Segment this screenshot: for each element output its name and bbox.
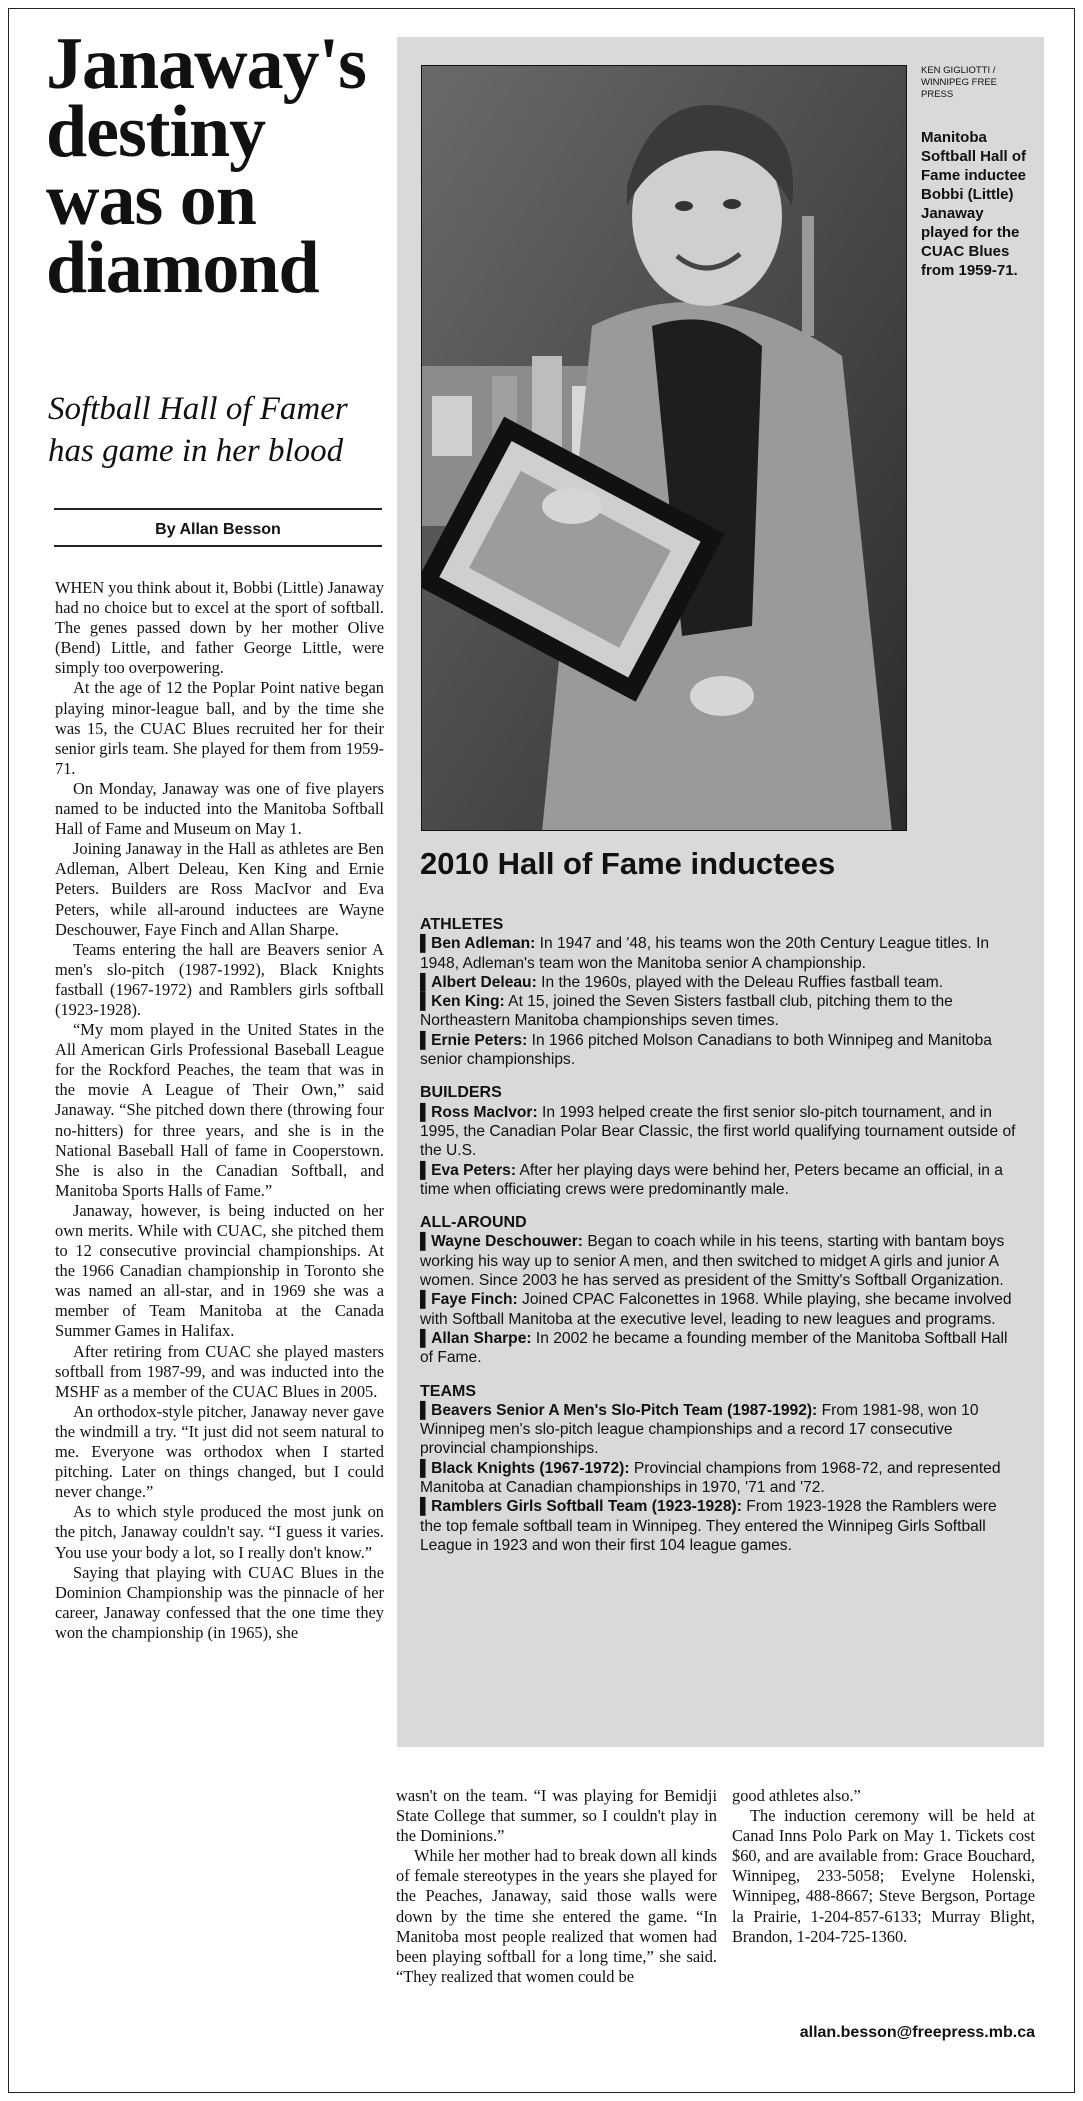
inductee-name: Faye Finch: [431,1291,518,1309]
inductee-text: In 1966 pitched Molson Canadians to both Winnipeg and Manitoba senior championships. [420,1031,992,1069]
inductee-entry: ▌Ken King: At 15, joined the Seven Sisters fastball club, pitching them to the Northeastern Manitoba championships seven times. [420,993,953,1030]
headline: Janaway's destiny was on diamond [46,23,366,309]
paragraph: As to which style produced the most junk on the pitch, Janaway couldn't say. “I guess it varies. You use your body a lot, so I really don't know.” [55,1502,384,1562]
inductee-text: After her playing days were behind her, Peters became an official, in a time when officiating crews were predominantly male. [420,1161,1003,1198]
paragraph: While her mother had to break down all kinds of female stereotypes in the years she played for the Peaches, Janaway, said those walls were down by the time she entered the game. “In Manitoba most people realized that women had been playing softball for a long time,” she said. “They realized that women could be [396,1846,717,1986]
paragraph: On Monday, Janaway was one of five players named to be inducted into the Manitoba Softball Hall of Fame and Museum on May 1. [55,778,384,839]
article-column-right [732,1786,1035,2026]
article-column-left [55,578,384,2078]
paragraph: WHEN you think about it, Bobbi (Little) Janaway had no choice but to excel at the sport of softball. The genes passed down by her mother Olive (Bend) Little, and father George Little, were simply too overpowering. [55,578,384,678]
inductee-entry: ▌Black Knights (1967-1972): Provincial champions from 1968-72, and represented Manitoba at Canadian championships in 1970, '71 and '72. [420,1459,1001,1497]
paragraph: wasn't on the team. “I was playing for Bemidji State College that summer, so I couldn't play in the Dominions.” [396,1786,717,1846]
sidebar-body [420,915,1020,1555]
inductee-text: From 1981-98, won 10 Winnipeg men's slo-pitch league championships and a record 17 consecutive provincial championships. [420,1401,979,1458]
inductee-entry: ▌Wayne Deschouwer: Began to coach while in his teens, starting with bantam boys working his way up to senior A men, and then switched to midget A girls and junior A women. Since 2003 he has served as president of the Smitty's Softball Organization. [420,1233,1005,1290]
inductee-name: Ernie Peters: [431,1031,528,1049]
photo-image [422,66,907,831]
inductee-text: Began to coach while in his teens, starting with bantam boys working his way up to senior A men, and then switched to midget A girls and junior A women. Since 2003 he has served as president of the Smitty's Softball Organization. [420,1233,1005,1290]
inductee-name: Ken King: [431,993,505,1011]
sidebar-title: 2010 Hall of Fame inductees [420,846,836,881]
paragraph: Joining Janaway in the Hall as athletes are Ben Adleman, Albert Deleau, Ken King and Ernie Peters. Builders are Ross MacIvor and Eva Peters, while all-around inductees are Wayne Deschouwer, Faye Finch and Allan Sharpe. [55,839,384,939]
inductee-name: Allan Sharpe: [431,1329,532,1347]
paragraph: An orthodox-style pitcher, Janaway never gave the windmill a try. “It just did not seem natural to me. Everyone was orthodox when I started pitching. Later on things changed, but I could never change.” [55,1401,384,1502]
paragraph: Janaway, however, is being inducted on her own merits. While with CUAC, she pitched them to 12 consecutive provincial championships. At the 1966 Canadian championship in Toronto she was named an all-star, and in 1969 she was a member of Team Manitoba at the Canada Summer Games in Halifax. [55,1200,384,1341]
inductee-text: Joined CPAC Falconettes in 1968. While playing, she became involved with Softball Manitoba at the executive level, leading to new leagues and programs. [420,1291,1012,1328]
byline: By Allan Besson [155,521,281,538]
article-column-middle [396,1786,717,2066]
author-email[interactable]: allan.besson@freepress.mb.ca [799,2024,1035,2041]
inductee-entry: ▌Eva Peters: After her playing days were behind her, Peters became an official, in a time when officiating crews were predominantly male. [420,1161,1003,1198]
paragraph: Teams entering the hall are Beavers senior A men's slo-pitch (1987-1992), Black Knights fastball (1967-1972) and Ramblers girls softball (1923-1928). [55,939,384,1019]
inductee-entry: ▌Ramblers Girls Softball Team (1923-1928): From 1923-1928 the Ramblers were the top female softball team in Winnipeg. They entered the Winnipeg Girls Softball League in 1923 and won their first 104 league games. [420,1498,997,1554]
inductee-text: In 1947 and '48, his teams won the 20th Century League titles. In 1948, Adleman's team won the Manitoba senior A championship. [420,935,990,972]
paragraph: Saying that playing with CUAC Blues in the Dominion Championship was the pinnacle of her career, Janaway confessed that the one time they won the championship (in 1965), she [55,1562,384,1642]
inductee-text: In 2002 he became a founding member of the Manitoba Softball Hall of Fame. [420,1329,1008,1367]
inductee-text: Provincial champions from 1968-72, and represented Manitoba at Canadian championships in 1970, '71 and '72. [420,1459,1001,1497]
inductee-entry: ▌Ross MacIvor: In 1993 helped create the first senior slo-pitch tournament, and in 1995, the Canadian Polar Bear Classic, the first world qualifying tournament outside of the U.S. [420,1103,1016,1160]
inductee-name: Wayne Deschouwer: [431,1233,583,1251]
byline-rule-bottom [54,545,382,547]
inductee-name: Beavers Senior A Men's Slo-Pitch Team (1987-1992): [431,1401,818,1419]
inductee-entry: ▌Faye Finch: Joined CPAC Falconettes in 1968. While playing, she became involved with Softball Manitoba at the executive level, leading to new leagues and programs. [420,1291,1012,1328]
inductee-name: Eva Peters: [431,1161,517,1179]
inductee-entry: ▌Ernie Peters: In 1966 pitched Molson Canadians to both Winnipeg and Manitoba senior championships. [420,1031,992,1069]
inductee-text: From 1923-1928 the Ramblers were the top female softball team in Winnipeg. They entered the Winnipeg Girls Softball League in 1923 and won their first 104 league games. [420,1498,997,1554]
paragraph: good athletes also.” [732,1786,861,1805]
inductee-name: Ramblers Girls Softball Team (1923-1928): [431,1498,742,1516]
section-heading-teams: TEAMS [420,1382,476,1400]
byline-rule-top [54,508,382,510]
photo-credit: KEN GIGLIOTTI / WINNIPEG FREE PRESS [921,65,998,100]
portrait-photo [421,65,907,831]
inductee-text: In the 1960s, played with the Deleau Ruffies fastball team. [536,973,944,991]
inductee-name: Black Knights (1967-1972): [431,1459,630,1477]
section-heading-builders: BUILDERS [420,1084,502,1102]
section-heading-all-around: ALL-AROUND [420,1214,527,1232]
inductee-entry: ▌Beavers Senior A Men's Slo-Pitch Team (1987-1992): From 1981-98, won 10 Winnipeg men's slo-pitch league championships and a record 17 consecutive provincial championships. [420,1401,979,1458]
paragraph: “My mom played in the United States in the All American Girls Professional Baseball League for the Rockford Peaches, the team that was in the movie A League of Their Own,” said Janaway. “She pitched down there (throwing four no-hitters) for three years, and she is in the National Baseball Hall of fame in Cooperstown. She is also in the Canadian Softball, and Manitoba Sports Halls of Fame.” [55,1020,384,1200]
inductee-entry: ▌Albert Deleau: In the 1960s, played with the Deleau Ruffies fastball team. [420,973,944,991]
inductee-entry: ▌Allan Sharpe: In 2002 he became a founding member of the Manitoba Softball Hall of Fame. [420,1329,1008,1367]
inductee-entry: ▌Ben Adleman: In 1947 and '48, his teams won the 20th Century League titles. In 1948, Adleman's team won the Manitoba senior A championship. [420,935,990,972]
photo-caption: Manitoba Softball Hall of Fame inductee Bobbi (Little) Janaway played for the CUAC Blues from 1959-71. [921,129,1027,279]
inductee-name: Ben Adleman: [431,935,536,953]
paragraph: At the age of 12 the Poplar Point native began playing minor-league ball, and by the time she was 15, the CUAC Blues recruited her for their senior girls team. She played for them from 1959-71. [55,678,384,778]
subhead: Softball Hall of Famer has game in her blood [48,391,348,469]
inductee-text: At 15, joined the Seven Sisters fastball club, pitching them to the Northeastern Manitoba championships seven times. [420,993,953,1030]
section-heading-athletes: ATHLETES [420,916,504,933]
paragraph: After retiring from CUAC she played masters softball from 1987-99, and was inducted into the MSHF as a member of the CUAC Blues in 2005. [55,1341,384,1401]
inductee-name: Albert Deleau: [431,973,537,991]
inductee-name: Ross MacIvor: [431,1103,538,1121]
inductee-text: In 1993 helped create the first senior slo-pitch tournament, and in 1995, the Canadian Polar Bear Classic, the first world qualifying tournament outside of the U.S. [420,1103,1016,1160]
paragraph: The induction ceremony will be held at Canad Inns Polo Park on May 1. Tickets cost $60, and are available from: Grace Bouchard, Winnipeg, 233-5058; Evelyne Holenski, Winnipeg, 488-8667; Steve Bergson, Portage la Prairie, 1-204-857-6133; Murray Blight, Brandon, 1-204-725-1360. [732,1806,1035,1946]
